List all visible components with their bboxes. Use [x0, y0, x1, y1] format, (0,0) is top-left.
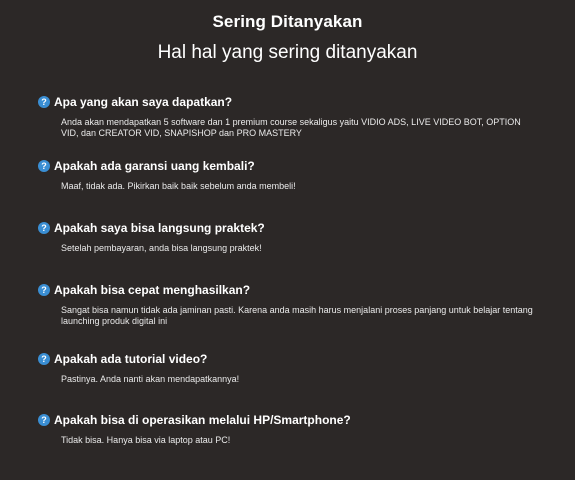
question-circle-icon: ? — [38, 160, 50, 172]
section-eyebrow: Sering Ditanyakan — [212, 12, 363, 31]
faq-question — [38, 158, 538, 174]
faq-question — [38, 351, 538, 367]
faq-item — [38, 94, 538, 139]
faq-answer: Sangat bisa namun tidak ada jaminan pasti. Karena anda masih harus menjalani proses panjang untuk belajar tentang launching produk digital ini — [61, 305, 533, 326]
faq-question-text: Apakah bisa di operasikan melalui HP/Smartphone? — [54, 413, 351, 427]
faq-answer: Setelah pembayaran, anda bisa langsung praktek! — [61, 243, 262, 253]
faq-question — [38, 220, 538, 236]
question-circle-icon: ? — [38, 353, 50, 365]
faq-question — [38, 94, 538, 110]
faq-question — [38, 282, 538, 298]
question-circle-icon: ? — [38, 284, 50, 296]
faq-item — [38, 282, 538, 327]
faq-question-text: Apa yang akan saya dapatkan? — [54, 95, 233, 109]
faq-answer: Maaf, tidak ada. Pikirkan baik baik sebelum anda membeli! — [61, 181, 296, 191]
faq-answer: Tidak bisa. Hanya bisa via laptop atau PC! — [61, 435, 231, 445]
faq-item — [38, 220, 538, 254]
faq-item — [38, 412, 538, 446]
faq-question-text: Apakah ada garansi uang kembali? — [54, 159, 255, 173]
faq-item — [38, 158, 538, 192]
page-title: Hal hal yang sering ditanyakan — [157, 42, 418, 63]
question-circle-icon: ? — [38, 222, 50, 234]
faq-answer: Pastinya. Anda nanti akan mendapatkannya! — [61, 374, 240, 384]
question-circle-icon: ? — [38, 414, 50, 426]
faq-answer: Anda akan mendapatkan 5 software dan 1 premium course sekaligus yaitu VIDIO ADS, LIVE VIDEO BOT, OPTION VID, dan CREATOR VID, SNAPISHOP dan PRO MASTERY — [61, 117, 521, 138]
faq-question-text: Apakah ada tutorial video? — [54, 352, 208, 366]
faq-question-text: Apakah bisa cepat menghasilkan? — [54, 283, 251, 297]
faq-question — [38, 412, 538, 428]
faq-question-text: Apakah saya bisa langsung praktek? — [54, 221, 265, 235]
question-circle-icon: ? — [38, 96, 50, 108]
faq-item — [38, 351, 538, 385]
